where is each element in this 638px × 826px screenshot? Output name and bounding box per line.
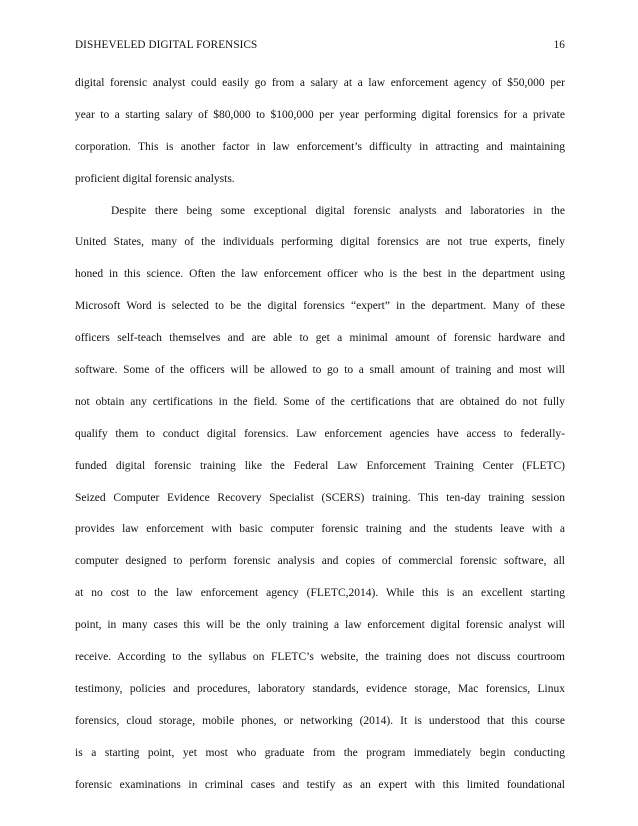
- text-line: year to a starting salary of $80,000 to $100,000 per year performing digital forensics for a private: [75, 108, 565, 121]
- text-line: forensic examinations in criminal cases and testify as an expert with this limited foundational: [75, 778, 565, 791]
- text-line: proficient digital forensic analysts.: [75, 172, 235, 185]
- text-line: testimony, policies and procedures, laboratory standards, evidence storage, Mac forensics, Linux: [75, 682, 565, 695]
- text-line: at no cost to the law enforcement agency (FLETC,2014). While this is an excellent starting: [75, 587, 565, 600]
- text-line: corporation. This is another factor in law enforcement’s difficulty in attracting and maintaining: [75, 140, 565, 153]
- page-number: 16: [553, 39, 565, 51]
- text-line: Seized Computer Evidence Recovery Specialist (SCERS) training. This ten-day training session: [75, 491, 565, 504]
- text-line: point, in many cases this will be the only training a law enforcement digital forensic analyst will: [75, 619, 565, 632]
- text-line: provides law enforcement with basic computer forensic training and the students leave with a: [75, 523, 565, 536]
- text-line: qualify them to conduct digital forensics. Law enforcement agencies have access to federally-: [75, 427, 565, 440]
- text-line: officers self-teach themselves and are able to get a minimal amount of forensic hardware and: [75, 332, 565, 345]
- text-line: is a starting point, yet most who graduate from the program immediately begin conducting: [75, 746, 565, 759]
- text-line: receive. According to the syllabus on FLETC’s website, the training does not discuss courtroom: [75, 651, 565, 664]
- text-line: digital forensic analyst could easily go from a salary at a law enforcement agency of $50,000 per: [75, 77, 565, 89]
- text-line: honed in this science. Often the law enforcement officer who is the best in the department using: [75, 268, 565, 281]
- text-line: funded digital forensic training like the Federal Law Enforcement Training Center (FLETC): [75, 459, 565, 472]
- body-text: [75, 74, 565, 807]
- text-line: not obtain any certifications in the field. Some of the certifications that are obtained do not fully: [75, 395, 565, 408]
- text-line: forensics, cloud storage, mobile phones, or networking (2014). It is understood that this course: [75, 714, 565, 727]
- running-head-title: DISHEVELED DIGITAL FORENSICS: [75, 39, 258, 51]
- text-line: United States, many of the individuals performing digital forensics are not true experts, finely: [75, 236, 565, 249]
- text-line: Microsoft Word is selected to be the digital forensics “expert” in the department. Many of these: [75, 300, 565, 313]
- running-head: [75, 36, 565, 54]
- text-line: computer designed to perform forensic analysis and copies of commercial forensic software, all: [75, 555, 565, 568]
- paragraph-first-line: Despite there being some exceptional digital forensic analysts and laboratories in the: [111, 204, 565, 217]
- text-line: software. Some of the officers will be allowed to go to a small amount of training and most will: [75, 364, 565, 377]
